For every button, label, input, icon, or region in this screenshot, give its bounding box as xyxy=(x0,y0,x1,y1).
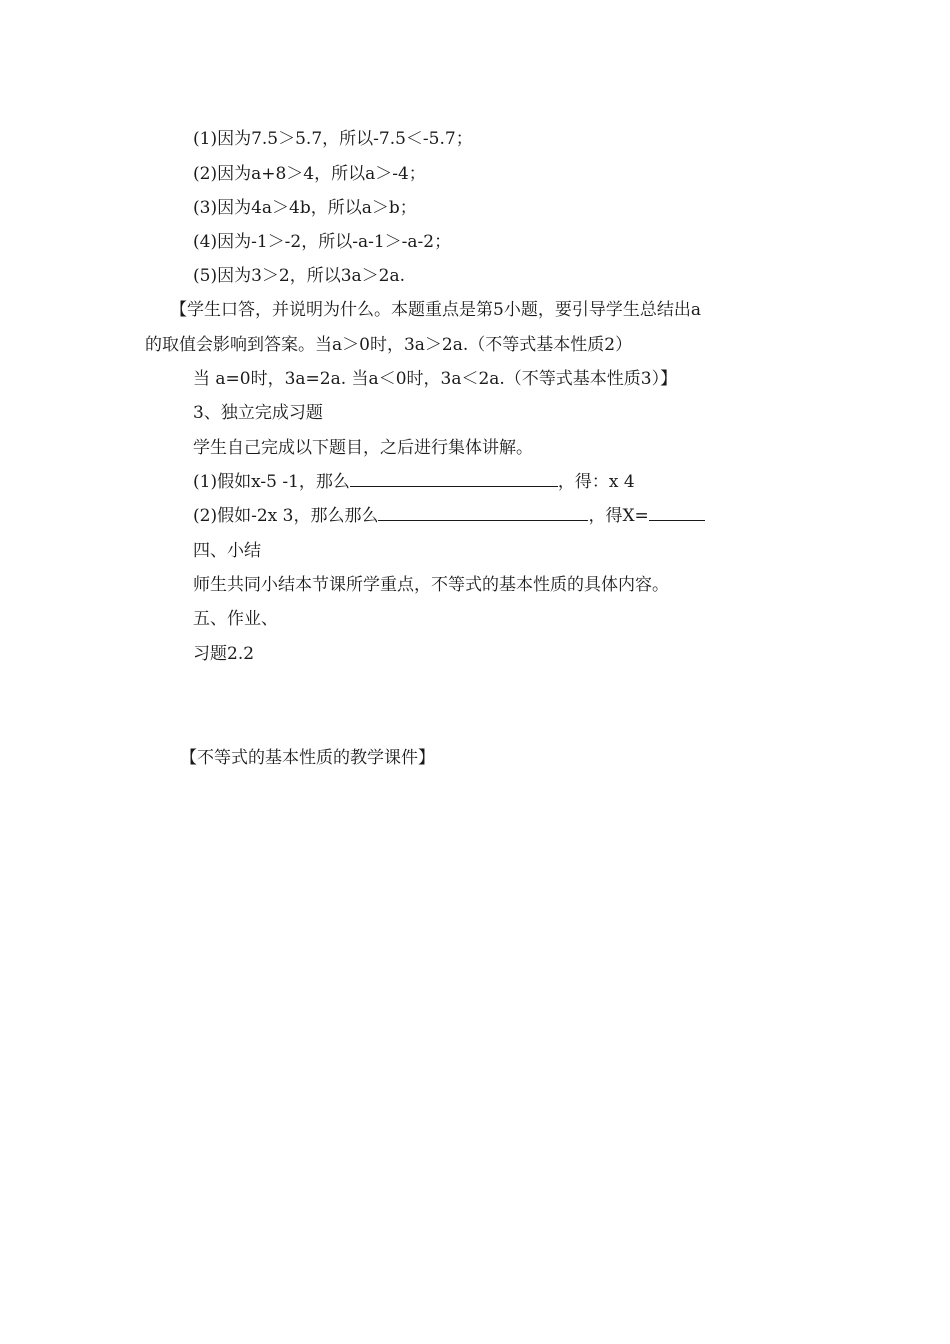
statement-3: (3)因为4a＞4b，所以a＞b； xyxy=(193,198,417,218)
summary-text: 师生共同小结本节课所学重点，不等式的基本性质的具体内容。 xyxy=(193,575,669,595)
exercise-2-blank-1[interactable] xyxy=(378,506,588,521)
exercise-2-suffix: ，得X= xyxy=(588,506,649,526)
exercise-1-blank[interactable] xyxy=(350,472,558,487)
teacher-note-line-2: 的取值会影响到答案。当a＞0时，3a＞2a.（不等式基本性质2） xyxy=(145,335,633,355)
exercise-2 xyxy=(193,505,705,527)
statement-5: (5)因为3＞2，所以3a＞2a. xyxy=(193,266,406,286)
homework-text: 习题2.2 xyxy=(193,644,255,664)
statement-4: (4)因为-1＞-2，所以-a-1＞-a-2； xyxy=(193,232,452,252)
section-heading-summary: 四、小结 xyxy=(193,541,261,561)
teacher-note-line-1: 【学生口答，并说明为什么。本题重点是第5小题，要引导学生总结出a xyxy=(170,300,701,320)
footer-title: 【不等式的基本性质的教学课件】 xyxy=(180,748,435,768)
exercise-2-prefix: (2)假如-2x 3，那么那么 xyxy=(193,506,379,526)
section-heading-exercises: 3、独立完成习题 xyxy=(193,403,323,423)
exercise-2-blank-2[interactable] xyxy=(649,506,705,521)
exercise-instructions: 学生自己完成以下题目，之后进行集体讲解。 xyxy=(193,438,533,458)
statement-1: (1)因为7.5＞5.7，所以-7.5＜-5.7； xyxy=(193,129,473,149)
statement-2: (2)因为a+8＞4，所以a＞-4； xyxy=(193,164,426,184)
section-heading-homework: 五、作业、 xyxy=(193,609,278,629)
teacher-note-line-3: 当 a=0时，3a=2a. 当a＜0时，3a＜2a.（不等式基本性质3）】 xyxy=(193,369,678,389)
exercise-1-suffix: ，得：x 4 xyxy=(557,472,635,492)
exercise-1-prefix: (1)假如x-5 -1，那么 xyxy=(193,472,350,492)
exercise-1 xyxy=(193,471,635,493)
